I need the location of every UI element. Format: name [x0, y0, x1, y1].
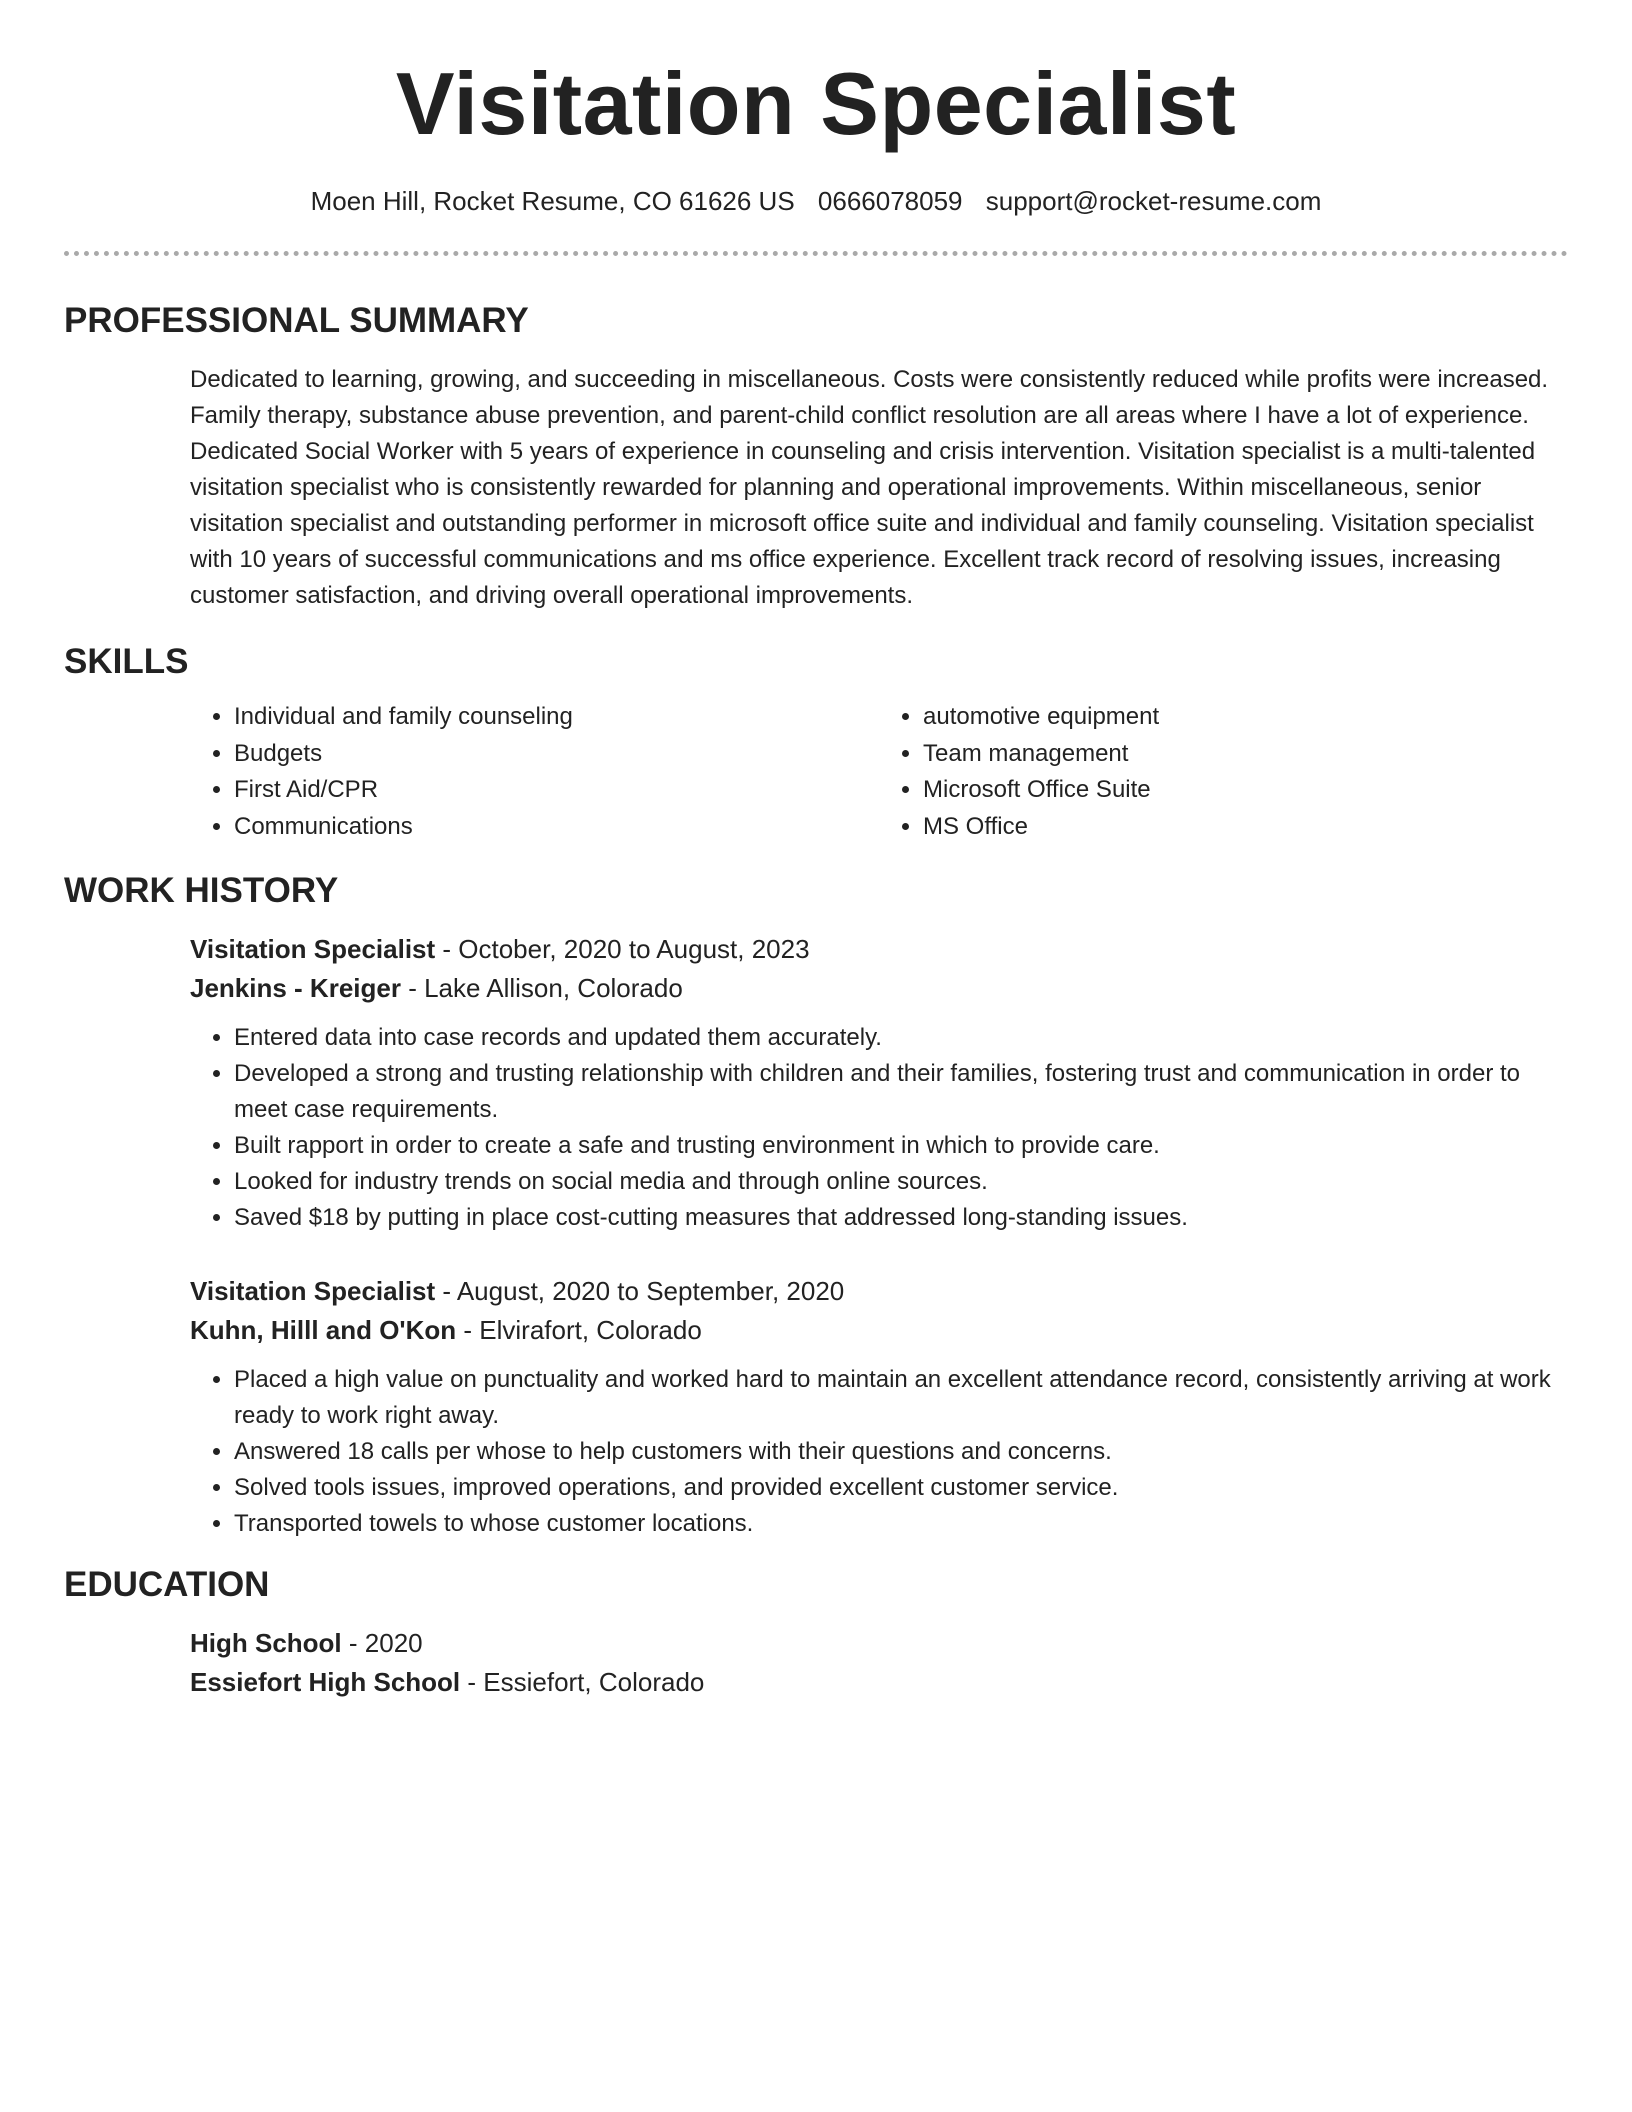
job-entry [190, 1272, 1568, 1542]
skills-column-left [190, 699, 879, 845]
contact-line [64, 184, 1568, 218]
education-entry [190, 1624, 1568, 1702]
skills-list [190, 699, 1568, 845]
job-company-line [190, 969, 1568, 1008]
job-bullet: • Answered 18 calls per whose to help customers with their questions and concerns. [234, 1434, 1568, 1470]
header-divider [64, 251, 1568, 256]
section-title-summary: PROFESSIONAL SUMMARY [64, 301, 529, 340]
job-company: Jenkins - Kreiger [190, 973, 401, 1003]
job-location: - Elvirafort, Colorado [456, 1315, 702, 1345]
skills-section [64, 640, 1568, 845]
contact-address: Moen Hill, Rocket Resume, CO 61626 US [310, 186, 795, 216]
work-history-section [64, 869, 1568, 1542]
job-bullet: • Built rapport in order to create a safe and trusting environment in which to provide care. [234, 1128, 1568, 1164]
candidate-name: Visitation Specialist [395, 54, 1237, 153]
skill-item: • MS Office [923, 809, 1568, 846]
job-bullet: • Solved tools issues, improved operations, and provided excellent customer service. [234, 1470, 1568, 1506]
education-degree-line [190, 1624, 1568, 1663]
education-degree: High School [190, 1628, 342, 1658]
professional-summary-section [64, 299, 1568, 614]
job-bullet: • Placed a high value on punctuality and worked hard to maintain an excellent attendance record, consistently arriving at work ready to work right away. [234, 1362, 1568, 1434]
education-section [64, 1563, 1568, 1702]
job-title-line [190, 930, 1568, 969]
job-bullet: • Entered data into case records and updated them accurately. [234, 1020, 1568, 1056]
education-school-line [190, 1663, 1568, 1702]
job-bullet: • Transported towels to whose customer locations. [234, 1506, 1568, 1542]
skills-column-right [879, 699, 1568, 845]
education-location: - Essiefort, Colorado [460, 1667, 705, 1697]
skill-item: • Communications [234, 809, 879, 846]
section-title-work: WORK HISTORY [64, 871, 339, 910]
job-role: Visitation Specialist [190, 1276, 436, 1306]
job-dates: - October, 2020 to August, 2023 [435, 934, 810, 964]
skill-item: • Microsoft Office Suite [923, 772, 1568, 809]
skill-item: • Team management [923, 736, 1568, 773]
education-school: Essiefort High School [190, 1667, 461, 1697]
education-year: - 2020 [341, 1628, 423, 1658]
contact-email: support@rocket-resume.com [985, 186, 1322, 216]
job-bullets [190, 1362, 1568, 1542]
job-company-line [190, 1311, 1568, 1350]
job-bullet: • Looked for industry trends on social media and through online sources. [234, 1164, 1568, 1200]
job-bullet: • Saved $18 by putting in place cost-cutting measures that addressed long-standing issues. [234, 1200, 1568, 1236]
job-company: Kuhn, Hilll and O'Kon [190, 1315, 457, 1345]
section-title-education: EDUCATION [64, 1565, 270, 1604]
job-dates: - August, 2020 to September, 2020 [435, 1276, 845, 1306]
contact-phone: 0666078059 [817, 186, 963, 216]
job-title-line [190, 1272, 1568, 1311]
skill-item: • Budgets [234, 736, 879, 773]
skill-item: • Individual and family counseling [234, 699, 879, 736]
job-bullet: • Developed a strong and trusting relationship with children and their families, fostering trust and communication in order to meet case requirements. [234, 1056, 1568, 1128]
job-location: - Lake Allison, Colorado [400, 973, 683, 1003]
resume-header [64, 0, 1568, 218]
job-entry [190, 930, 1568, 1236]
job-role: Visitation Specialist [190, 934, 436, 964]
summary-text: Dedicated to learning, growing, and succeeding in miscellaneous. Costs were consistently reduced while profits were increased. Family therapy, substance abuse prevention, and parent-child conflict resolution are all areas where I have a lot of experience. Dedicated Social Worker with 5 years of experience in counseling and crisis intervention. Visitation specialist is a multi-talented visitation specialist who is consistently rewarded for planning and operational improvements. Within miscellaneous, senior visitation specialist and outstanding performer in microsoft office suite and individual and family counseling. Visitation specialist with 10 years of successful communications and ms office experience. Excellent track record of resolving issues, increasing customer satisfaction, and driving overall operational improvements. [190, 366, 1549, 609]
skill-item: • First Aid/CPR [234, 772, 879, 809]
section-title-skills: SKILLS [64, 642, 189, 681]
job-bullets [190, 1020, 1568, 1236]
skill-item: • automotive equipment [923, 699, 1568, 736]
